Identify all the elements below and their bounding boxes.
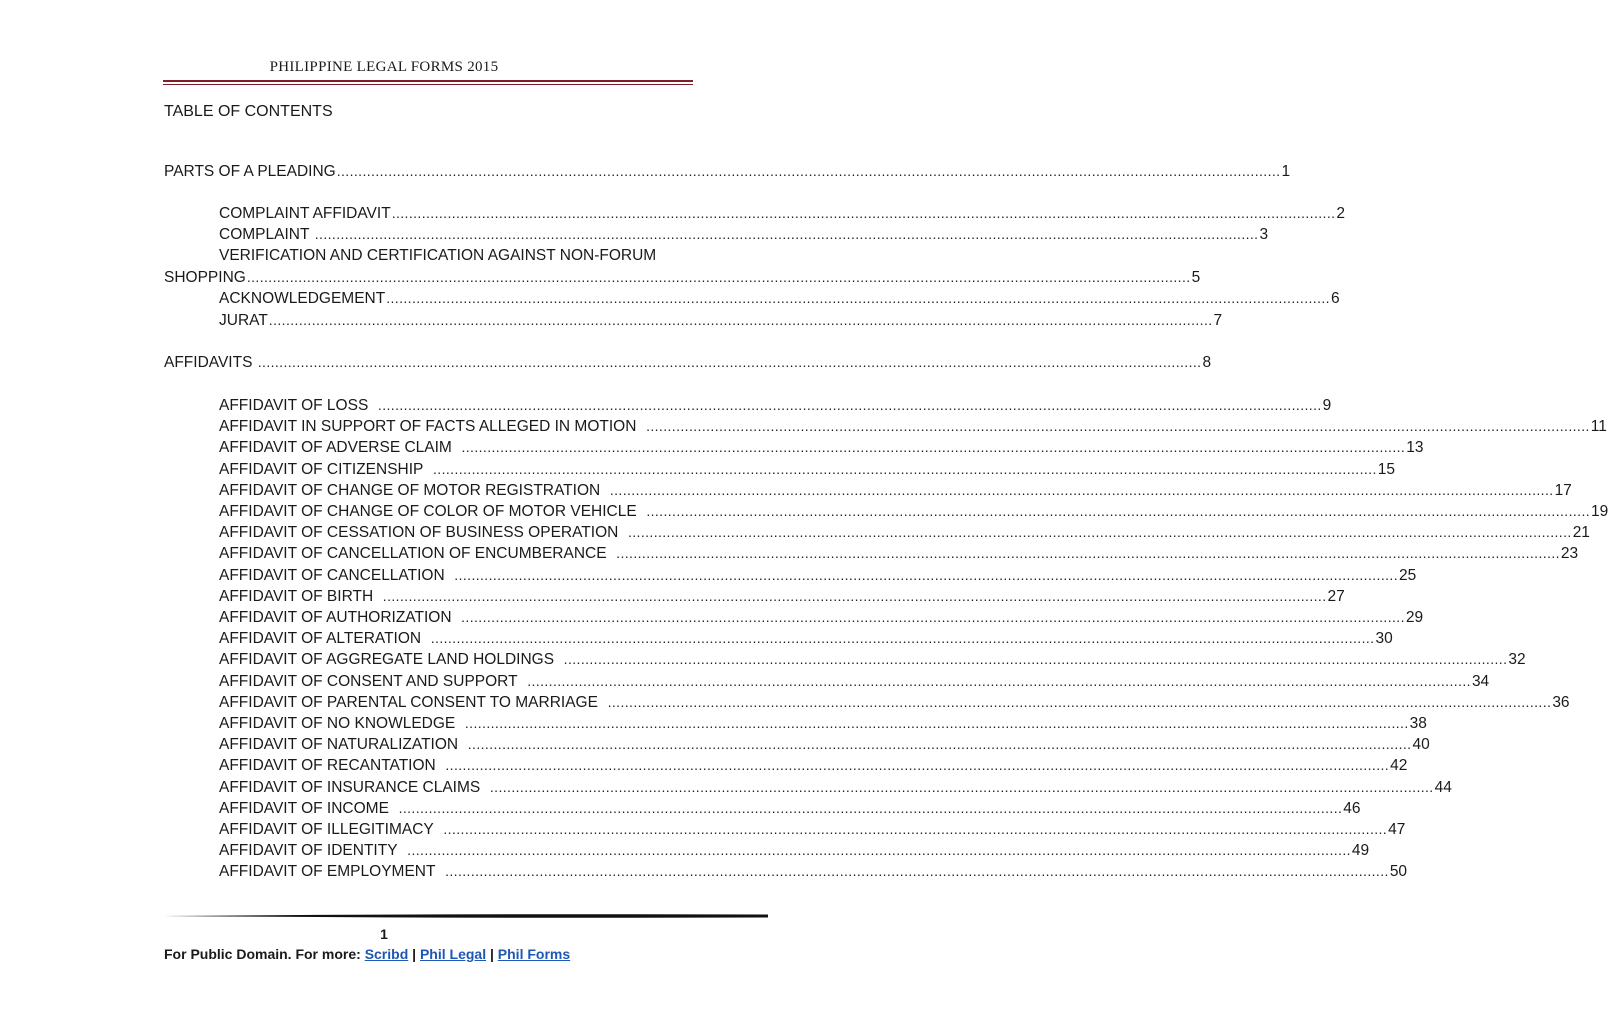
toc-entry-label-line1[interactable]: VERIFICATION AND CERTIFICATION AGAINST NON-FORUM	[219, 247, 657, 264]
toc-page-number: 40	[1412, 736, 1430, 754]
toc-entry[interactable]	[219, 203, 1346, 224]
toc-leader-dots: ............................................................................................................................................................................................................................	[454, 566, 1399, 583]
header-rule-thin	[163, 84, 693, 85]
toc-leader-dots: ............................................................................................................................................................................................................................	[646, 503, 1591, 519]
toc-leader-dots: ............................................................................................................................................................................................................................	[407, 842, 1351, 859]
toc-entry[interactable]	[219, 755, 1408, 776]
toc-page-number: 6	[1330, 290, 1340, 307]
page-number: 1	[380, 926, 388, 942]
footer-separator: |	[412, 946, 417, 962]
toc-page-number: 27	[1327, 587, 1345, 605]
toc-entry-label: COMPLAINT	[219, 226, 310, 243]
toc-entry[interactable]	[219, 437, 1424, 458]
footer-separator: |	[489, 946, 494, 962]
toc-entry-label: COMPLAINT AFFIDAVIT	[219, 205, 391, 222]
toc-leader-dots: ............................................................................................................................................................................................................................	[461, 609, 1405, 625]
toc-entry[interactable]	[219, 713, 1427, 734]
toc-entry-label: AFFIDAVIT OF ALTERATION	[219, 630, 422, 648]
toc-entry[interactable]	[219, 798, 1361, 819]
toc-entry[interactable]	[219, 692, 1570, 713]
toc-entry[interactable]	[219, 607, 1424, 628]
toc-leader-dots: ............................................................................................................................................................................................................................	[257, 354, 1202, 370]
toc-page-number: 38	[1409, 715, 1427, 732]
toc-section-affidavits[interactable]	[164, 352, 1212, 373]
toc-leader-dots: ............................................................................................................................................................................................................................	[527, 672, 1471, 689]
toc-entry-label: AFFIDAVIT OF NO KNOWLEDGE	[219, 715, 456, 732]
toc-page-number: 47	[1388, 821, 1406, 838]
toc-leader-dots: ............................................................................................................................................................................................................................	[433, 460, 1377, 477]
toc-leader-dots: ............................................................................................................................................................................................................................	[467, 736, 1412, 753]
toc-leader-dots: ............................................................................................................................................................................................................................	[430, 630, 1375, 647]
toc-leader-dots: ............................................................................................................................................................................................................................	[336, 163, 1281, 179]
toc-entry-label: AFFIDAVIT OF CESSATION OF BUSINESS OPERATION	[219, 524, 619, 542]
toc-entry[interactable]	[219, 840, 1370, 861]
toc-leader-dots: ............................................................................................................................................................................................................................	[445, 863, 1389, 880]
page-header-title: PHILIPPINE LEGAL FORMS 2015	[269, 59, 499, 75]
footer-label: For Public Domain. For more:	[164, 946, 365, 962]
toc-page-number: 5	[1191, 269, 1201, 286]
toc-leader-dots: ............................................................................................................................................................................................................................	[398, 799, 1343, 816]
toc-entry[interactable]	[219, 522, 1590, 543]
toc-entry-label: ACKNOWLEDGEMENT	[219, 290, 386, 307]
toc-entry-label: AFFIDAVIT OF CITIZENSHIP	[219, 460, 424, 478]
toc-leader-dots: ............................................................................................................................................................................................................................	[268, 312, 1213, 328]
toc-section-title: AFFIDAVITS	[164, 354, 253, 371]
toc-section-title: PARTS OF A PLEADING	[164, 163, 336, 180]
toc-page-number: 50	[1389, 863, 1408, 881]
toc-entry[interactable]	[219, 819, 1406, 840]
footer-text	[164, 946, 570, 962]
toc-entry[interactable]	[219, 395, 1332, 416]
toc-leader-dots: ............................................................................................................................................................................................................................	[382, 587, 1327, 604]
toc-leader-dots: ............................................................................................................................................................................................................................	[609, 481, 1554, 498]
toc-leader-dots: ............................................................................................................................................................................................................................	[246, 269, 1191, 285]
toc-page-number: 17	[1554, 481, 1572, 499]
toc-entry[interactable]	[219, 565, 1417, 586]
toc-entry[interactable]	[219, 586, 1345, 607]
toc-entry[interactable]	[219, 416, 1607, 437]
toc-page-number: 19	[1591, 503, 1608, 520]
toc-entry-label: AFFIDAVIT OF AUTHORIZATION	[219, 609, 452, 626]
toc-leader-dots: ............................................................................................................................................................................................................................	[646, 418, 1590, 435]
toc-entry-label: AFFIDAVIT OF ILLEGITIMACY	[219, 821, 434, 838]
toc-page-number: 44	[1434, 778, 1452, 796]
toc-entry-label: AFFIDAVIT OF CHANGE OF MOTOR REGISTRATION	[219, 481, 601, 499]
toc-page-number: 34	[1471, 672, 1490, 690]
toc-entry[interactable]	[219, 480, 1572, 501]
toc-entry-label: AFFIDAVIT OF CANCELLATION	[219, 566, 445, 584]
toc-entry[interactable]	[219, 861, 1408, 882]
toc-entry-label: AFFIDAVIT OF LOSS	[219, 397, 369, 414]
toc-entry-label: AFFIDAVIT OF PARENTAL CONSENT TO MARRIAGE	[219, 693, 598, 711]
footer-rule	[163, 912, 768, 920]
toc-page-number: 11	[1590, 418, 1607, 436]
toc-page-number: 3	[1259, 226, 1269, 243]
footer-link-phil-legal[interactable]: Phil Legal	[419, 946, 487, 962]
toc-leader-dots: ............................................................................................................................................................................................................................	[563, 651, 1508, 668]
toc-leader-dots: ............................................................................................................................................................................................................................	[391, 205, 1336, 221]
toc-page-number: 9	[1322, 397, 1332, 414]
toc-page-number: 42	[1390, 757, 1408, 775]
toc-page-number: 25	[1399, 566, 1417, 584]
toc-page-number: 1	[1281, 163, 1291, 180]
toc-leader-dots: ............................................................................................................................................................................................................................	[314, 226, 1259, 242]
toc-entry[interactable]	[219, 224, 1269, 245]
toc-leader-dots: ............................................................................................................................................................................................................................	[445, 757, 1390, 774]
toc-leader-dots: ............................................................................................................................................................................................................................	[461, 439, 1406, 456]
header-rule	[163, 80, 693, 85]
toc-entry[interactable]	[219, 459, 1395, 480]
toc-entry-label: SHOPPING	[164, 269, 246, 286]
toc-page-number: 8	[1202, 354, 1212, 371]
toc-page-number: 30	[1375, 630, 1393, 648]
toc-entry-label: AFFIDAVIT OF BIRTH	[219, 587, 374, 605]
toc-heading: TABLE OF CONTENTS	[164, 103, 333, 120]
toc-leader-dots: ............................................................................................................................................................................................................................	[443, 821, 1388, 837]
toc-entry-label: AFFIDAVIT OF NATURALIZATION	[219, 736, 459, 754]
footer-link-scribd[interactable]: Scribd	[364, 946, 409, 962]
toc-page-number: 29	[1405, 609, 1424, 626]
toc-entry[interactable]	[219, 543, 1579, 564]
toc-page-number: 36	[1552, 693, 1570, 711]
toc-page-number: 13	[1406, 439, 1424, 457]
toc-entry-label: AFFIDAVIT OF RECANTATION	[219, 757, 436, 775]
toc-entry-label: AFFIDAVIT OF INCOME	[219, 799, 389, 817]
toc-entry-label: JURAT	[219, 312, 268, 329]
toc-page-number: 23	[1560, 545, 1579, 563]
toc-leader-dots: ............................................................................................................................................................................................................................	[489, 778, 1434, 795]
toc-leader-dots: ............................................................................................................................................................................................................................	[627, 524, 1572, 541]
toc-leader-dots: ............................................................................................................................................................................................................................	[616, 545, 1560, 562]
toc-page-number: 7	[1213, 312, 1223, 329]
toc-page-number: 46	[1343, 799, 1361, 817]
toc-leader-dots: ............................................................................................................................................................................................................................	[386, 290, 1330, 306]
toc-page-number: 2	[1336, 205, 1346, 222]
toc-page-number: 21	[1572, 524, 1590, 542]
toc-entry-label: AFFIDAVIT OF EMPLOYMENT	[219, 863, 436, 881]
footer-link-phil-forms[interactable]: Phil Forms	[497, 946, 571, 962]
toc-entry-label: AFFIDAVIT OF CHANGE OF COLOR OF MOTOR VEHICLE	[219, 503, 637, 520]
toc-page-number: 49	[1351, 842, 1370, 860]
toc-entry-label: AFFIDAVIT OF AGGREGATE LAND HOLDINGS	[219, 651, 555, 669]
toc-leader-dots: ............................................................................................................................................................................................................................	[464, 715, 1409, 731]
toc-page-number: 15	[1377, 460, 1395, 478]
toc-entry[interactable]	[219, 671, 1490, 692]
toc-entry-label: AFFIDAVIT OF INSURANCE CLAIMS	[219, 778, 481, 796]
toc-entry-label: AFFIDAVIT OF CANCELLATION OF ENCUMBERANCE	[219, 545, 607, 563]
toc-leader-dots: ............................................................................................................................................................................................................................	[607, 693, 1552, 710]
toc-entry[interactable]	[219, 501, 1608, 522]
toc-page-number: 32	[1508, 651, 1526, 669]
toc-entry[interactable]	[219, 777, 1452, 798]
toc-entry[interactable]	[219, 649, 1526, 670]
toc-entry[interactable]	[219, 310, 1223, 331]
toc-entry[interactable]	[164, 267, 1201, 288]
toc-leader-dots: ............................................................................................................................................................................................................................	[377, 397, 1322, 413]
toc-entry[interactable]	[219, 628, 1393, 649]
toc-entry-label: AFFIDAVIT OF ADVERSE CLAIM	[219, 439, 452, 457]
toc-entry[interactable]	[219, 288, 1340, 309]
toc-section-pleading[interactable]	[164, 161, 1291, 182]
toc-entry[interactable]	[219, 734, 1430, 755]
toc-entry-label: AFFIDAVIT OF IDENTITY	[219, 842, 398, 860]
toc-entry-label: AFFIDAVIT IN SUPPORT OF FACTS ALLEGED IN MOTION	[219, 418, 637, 436]
toc-entry-label: AFFIDAVIT OF CONSENT AND SUPPORT	[219, 672, 518, 690]
